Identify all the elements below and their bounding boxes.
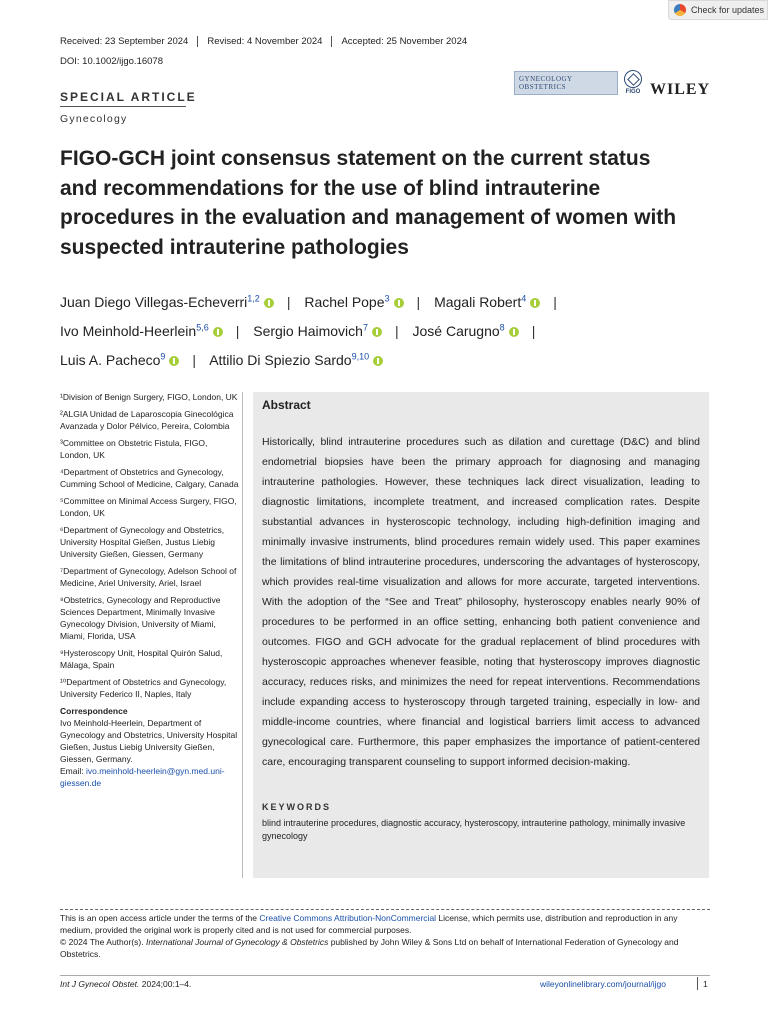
article-type-rule bbox=[60, 106, 186, 107]
affiliation: ¹⁰Department of Obstetrics and Gynecology, University Federico II, Naples, Italy bbox=[60, 677, 227, 699]
author[interactable]: Attilio Di Spiezio Sardo$^{9,10}$ bbox=[209, 352, 386, 368]
correspondence-heading: Correspondence bbox=[60, 706, 128, 716]
affiliation: ⁴Department of Obstetrics and Gynecology, Cumming School of Medicine, Calgary, Canada bbox=[60, 467, 239, 489]
journal-logo-line2: OBSTETRICS bbox=[519, 83, 567, 91]
section-label: Gynecology bbox=[60, 113, 128, 125]
author[interactable]: José Carugno$^8$ bbox=[413, 323, 522, 339]
article-dates bbox=[60, 36, 476, 47]
license-note: This is an open access article under the terms of the Creative Commons Attribution-NonCommercial License, which permits use, distribution and reproduction in any medium, provided the original work is properly cited and is not used for commercial purposes. © 2024 The Author(s). International Journal of Gynecology & Obstetrics published by John Wiley & Sons Ltd on behalf of International Federation of Gynecology and Obstetrics. bbox=[60, 913, 679, 959]
keywords-text: blind intrauterine procedures, diagnostic accuracy, hysteroscopy, intrauterine pathology, minimally invasive gynecology bbox=[262, 818, 686, 841]
orcid-icon[interactable] bbox=[509, 327, 519, 337]
orcid-icon[interactable] bbox=[264, 298, 274, 308]
accepted-date: Accepted: 25 November 2024 bbox=[331, 36, 476, 47]
footer-divider bbox=[60, 909, 710, 910]
author[interactable]: Sergio Haimovich$^7$ bbox=[253, 323, 385, 339]
correspondence-email-link[interactable]: ivo.meinhold-heerlein@gyn.med.uni-giessen.de bbox=[60, 766, 225, 788]
publisher-logo: WILEY bbox=[650, 81, 711, 98]
author[interactable]: Ivo Meinhold-Heerlein$^{5,6}$ bbox=[60, 323, 226, 339]
received-date: Received: 23 September 2024 bbox=[60, 36, 189, 47]
affiliation: ⁸Obstetrics, Gynecology and Reproductive Sciences Department, Minimally Invasive Gynecology Division, University of Miami, Miami, Florida, USA bbox=[60, 595, 221, 641]
author[interactable]: Juan Diego Villegas-Echeverri$^{1,2}$ bbox=[60, 294, 277, 310]
author-list: Juan Diego Villegas-Echeverri$^{1,2}$ | Rachel Pope$^3$ | Magali Robert$^4$ | Ivo Meinhold-Heerlein$^{5,6}$ | Sergio Haimovich$^7$ | José Carugno$^8$ | Luis A. Pacheco$^9$ | Attilio Di Spiezio Sardo$^{9,10}$ bbox=[60, 293, 557, 368]
author[interactable]: Rachel Pope$^3$ bbox=[304, 294, 406, 310]
bottom-rule bbox=[60, 975, 710, 976]
check-for-updates-button[interactable] bbox=[668, 0, 768, 20]
page-number: 1 bbox=[703, 979, 708, 989]
author[interactable]: Luis A. Pacheco$^9$ bbox=[60, 352, 182, 368]
affiliation: ⁶Department of Gynecology and Obstetrics, University Hospital Gießen, Justus Liebig University Gießen, Giessen, Germany bbox=[60, 525, 225, 559]
correspondence-text: Ivo Meinhold-Heerlein, Department of Gynecology and Obstetrics, University Hospital Gießen, Justus Liebig University Gießen, Giessen, Germany. bbox=[60, 718, 238, 764]
journal-name: International Journal of Gynecology & Obstetrics bbox=[145, 937, 329, 947]
affiliation: ⁹Hysteroscopy Unit, Hospital Quirón Salud, Málaga, Spain bbox=[60, 648, 223, 670]
keywords-heading: KEYWORDS bbox=[262, 802, 332, 812]
abstract-heading: Abstract bbox=[262, 398, 311, 412]
journal-logo-line1: GYNECOLOGY bbox=[519, 75, 573, 83]
orcid-icon[interactable] bbox=[372, 327, 382, 337]
correspondence-email-row: Email: ivo.meinhold-heerlein@gyn.med.uni-giessen.de bbox=[60, 766, 225, 788]
abstract-text: Historically, blind intrauterine procedures such as dilation and curettage (D&C) and blind endometrial biopsies have been the primary approach for diagnosing and managing intrauterine pathologies. However, these techniques lack direct visualization, leading to diagnostic limitations, incomplete treatment, and increased complication rates. Despite substantial advances in hysteroscopic technology, including high-definition imaging and minimally invasive instruments, blind procedures remain widely used. This paper examines the limitations of blind intrauterine procedures, underscoring the advantages of hysteroscopy, which provides real-time visualization and allows for more accurate, targeted interventions. With the adoption of the “See and Treat” philosophy, hysteroscopy enables nearly 90% of procedures to be performed in an office setting, enhancing both patient convenience and outcomes. FIGO and GCH advocate for the gradual replacement of blind procedures with hysteroscopic approaches whenever feasible, noting that hysteroscopy improves diagnostic accuracy, reduces risks, and minimizes the need for repeat interventions. Recommendations include expanding access to hysteroscopy through targeted training, especially in low- and middle-income countries, where financial and logistical barriers limit access to advanced gynecological care. Furthermore, this paper emphasizes the importance of patient-centered care, encouraging transparent counseling to support informed decision-making. bbox=[262, 436, 700, 768]
author[interactable]: Magali Robert$^4$ bbox=[434, 294, 543, 310]
check-for-updates-label: Check for updates bbox=[691, 5, 765, 15]
figo-logo bbox=[622, 70, 644, 98]
orcid-icon[interactable] bbox=[394, 298, 404, 308]
cc-license-link[interactable]: Creative Commons Attribution-NonCommercial bbox=[259, 913, 437, 923]
affiliation: ⁷Department of Gynecology, Adelson School of Medicine, Ariel University, Ariel, Israel bbox=[60, 566, 237, 588]
crossmark-icon bbox=[674, 4, 686, 16]
journal-logo bbox=[514, 71, 618, 95]
affiliation: ⁵Committee on Minimal Access Surgery, FIGO, London, UK bbox=[60, 496, 237, 518]
orcid-icon[interactable] bbox=[213, 327, 223, 337]
orcid-icon[interactable] bbox=[530, 298, 540, 308]
page-separator bbox=[697, 977, 698, 990]
citation: Int J Gynecol Obstet. 2024;00:1–4. bbox=[60, 979, 192, 989]
affiliation: ¹Division of Benign Surgery, FIGO, London, UK bbox=[60, 392, 238, 402]
affiliations bbox=[60, 391, 240, 789]
orcid-icon[interactable] bbox=[373, 356, 383, 366]
journal-website-link[interactable]: wileyonlinelibrary.com/journal/ijgo bbox=[540, 979, 666, 989]
doi[interactable]: DOI: 10.1002/ijgo.16078 bbox=[60, 56, 163, 67]
article-type: SPECIAL ARTICLE bbox=[60, 90, 197, 104]
orcid-icon[interactable] bbox=[169, 356, 179, 366]
figo-logo-label: FIGO bbox=[625, 89, 641, 95]
article-title: FIGO-GCH joint consensus statement on the current status and recommendations for the use of blind intrauterine procedures in the evaluation and management of women with suspected intrauterine pathologies bbox=[60, 147, 677, 259]
affiliation: ³Committee on Obstetric Fistula, FIGO, London, UK bbox=[60, 438, 208, 460]
affiliation: ²ALGIA Unidad de Laparoscopia Ginecológica Avanzada y Dolor Pélvico, Pereira, Colombia bbox=[60, 409, 234, 431]
abstract-divider bbox=[242, 392, 243, 878]
figo-emblem-icon bbox=[624, 70, 642, 88]
revised-date: Revised: 4 November 2024 bbox=[197, 36, 331, 47]
